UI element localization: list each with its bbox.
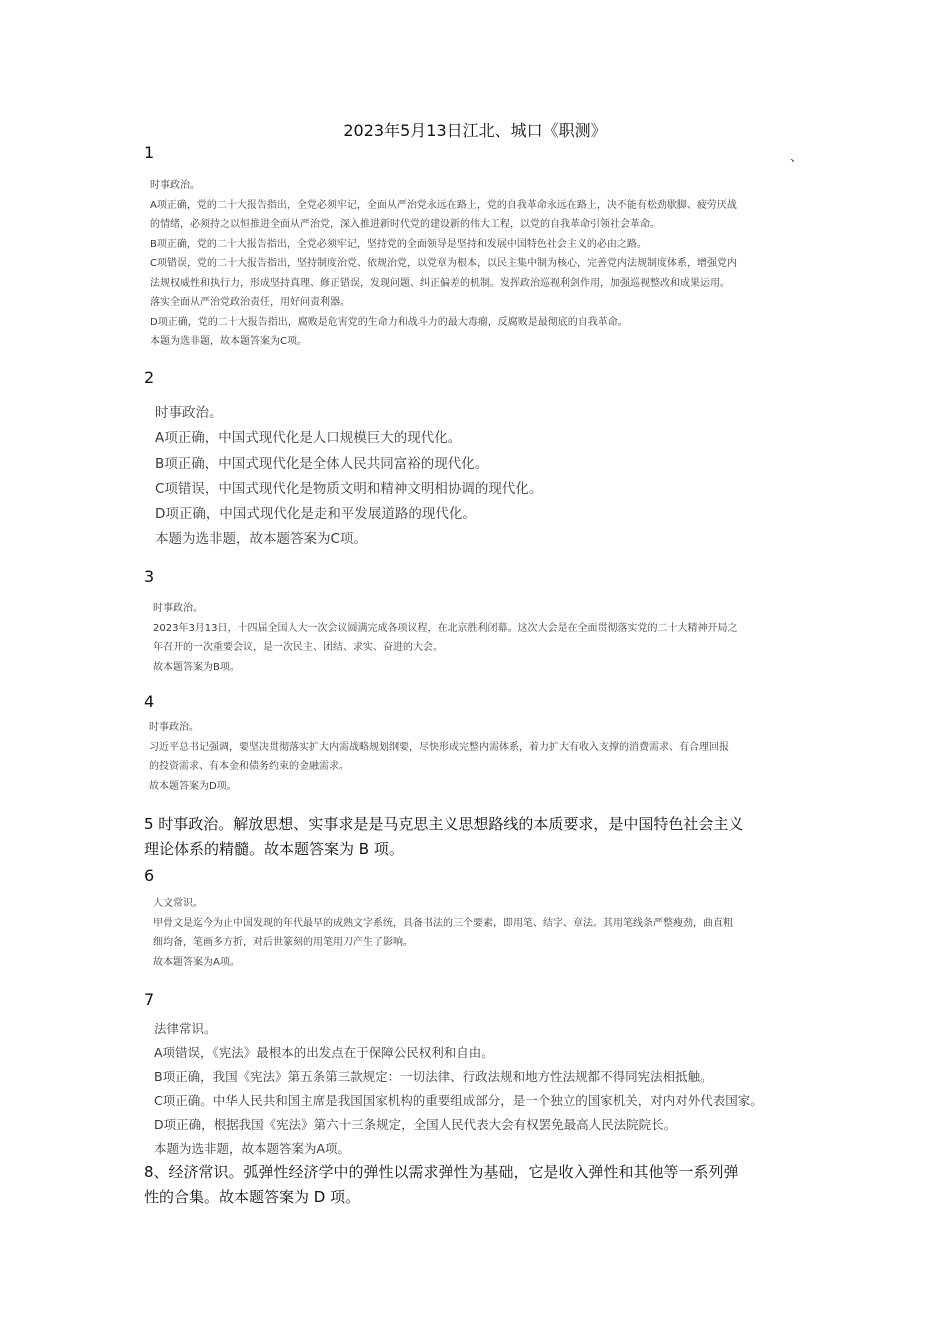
- answer-line: 本题为选非题，故本题答案为C项。: [150, 336, 307, 347]
- answer-line: 人文常识。: [153, 898, 203, 909]
- question-number-2: 2: [144, 368, 155, 387]
- answer-line: D项正确，根据我国《宪法》第六十三条规定，全国人民代表大会有权罢免最高人民法院院长。: [154, 1117, 677, 1132]
- answer-line: D项正确，中国式现代化是走和平发展道路的现代化。: [155, 506, 476, 523]
- answer-line: 故本题答案为D项。: [149, 780, 237, 792]
- answer-line: 年召开的一次重要会议，是一次民主、团结、求实、奋进的大会。: [153, 642, 443, 653]
- answer-line: 的情绪，必须持之以恒推进全面从严治党，深入推进新时代党的建设新的伟大工程，以党的自我革命引领社会革命。: [150, 219, 660, 230]
- answer-line: C项错误，中国式现代化是物质文明和精神文明相协调的现代化。: [155, 480, 543, 497]
- answer-line: A项正确，党的二十大报告指出，全党必须牢记，全面从严治党永远在路上，党的自我革命永远在路上，决不能有松劲歇脚、疲劳厌战: [150, 199, 737, 211]
- answer-line: 时事政治。: [150, 180, 200, 191]
- answer-line: 理论体系的精髓。故本题答案为 B 项。: [144, 840, 404, 858]
- answer-line: C项正确。中华人民共和国主席是我国国家机构的重要组成部分，是一个独立的国家机关，对内对外代表国家。: [154, 1093, 763, 1108]
- answer-line: 习近平总书记强调，要坚决贯彻落实扩大内需战略规划纲要，尽快形成完整内需体系，着力扩大有收入支撑的消费需求、有合理回报: [149, 741, 729, 753]
- answer-line: 法规权威性和执行力，形成坚持真理、修正错误，发现问题、纠正偏差的机制。发挥政治巡视利剑作用，加强巡视整改和成果运用。: [150, 277, 730, 289]
- answer-line: A项正确，中国式现代化是人口规模巨大的现代化。: [155, 430, 462, 447]
- answer-block-7: [154, 1017, 814, 1161]
- answer-line: 故本题答案为A项。: [153, 956, 240, 968]
- answer-line: B项正确，中国式现代化是全体人民共同富裕的现代化。: [155, 455, 489, 472]
- answer-block-6: [153, 894, 813, 972]
- answer-line: B项正确，党的二十大报告指出，全党必须牢记，坚持党的全面领导是坚持和发展中国特色社会主义的必由之路。: [150, 238, 647, 250]
- answer-line: C项错误，党的二十大报告指出，坚持制度治党、依规治党，以党章为根本，以民主集中制为核心，完善党内法规制度体系，增强党内: [150, 258, 737, 269]
- answer-line: 5 时事政治。解放思想、实事求是是马克思主义思想路线的本质要求，是中国特色社会主义: [144, 815, 744, 833]
- answer-line: 的投资需求、有本金和债务约束的金融需求。: [149, 761, 349, 772]
- page-title: 2023年5月13日江北、城口《职测》: [343, 121, 607, 140]
- stray-mark: 、: [790, 150, 804, 165]
- answer-line: 本题为选非题，故本题答案为A项。: [154, 1141, 351, 1156]
- answer-line: 时事政治。: [153, 603, 203, 614]
- question-number-6: 6: [144, 866, 155, 885]
- answer-line: A项错误，《宪法》最根本的出发点在于保障公民权利和自由。: [154, 1045, 494, 1060]
- answer-block-3: [153, 599, 813, 677]
- answer-line: 时事政治。: [155, 405, 223, 421]
- answer-block-4: [149, 718, 809, 796]
- answer-line: 2023年3月13日，十四届全国人大一次会议圆满完成各项议程，在北京胜利闭幕。这次大会是在全面贯彻落实党的二十大精神开局之: [153, 622, 738, 634]
- answer-line: B项正确，我国《宪法》第五条第三款规定：一切法律、行政法规和地方性法规都不得同宪法相抵触。: [154, 1069, 713, 1084]
- answer-line: 落实全面从严治党政治责任，用好问责利器。: [150, 297, 350, 308]
- question-number-1: 1: [144, 143, 155, 162]
- answer-block-1: [150, 176, 810, 352]
- answer-paragraph-5: [144, 812, 824, 862]
- answer-line: 法律常识。: [154, 1021, 217, 1036]
- answer-line: D项正确，党的二十大报告指出，腐败是危害党的生命力和战斗力的最大毒瘤，反腐败是最彻底的自我革命。: [150, 316, 628, 328]
- answer-line: 时事政治。: [149, 722, 199, 733]
- answer-paragraph-8: [144, 1160, 824, 1210]
- question-number-7: 7: [144, 990, 155, 1009]
- question-number-3: 3: [144, 567, 155, 586]
- answer-line: 故本题答案为B项。: [153, 661, 240, 673]
- answer-block-2: [155, 401, 815, 553]
- answer-line: 甲骨文是迄今为止中国发现的年代最早的成熟文字系统，具备书法的三个要素，即用笔、结字、章法。其用笔线条严整瘦劲，曲直粗: [153, 917, 733, 929]
- answer-line: 本题为选非题，故本题答案为C项。: [155, 531, 367, 548]
- answer-line: 细均备，笔画多方折，对后世篆刻的用笔用刀产生了影响。: [153, 937, 413, 948]
- question-number-4: 4: [144, 692, 155, 711]
- answer-line: 8、经济常识。弧弹性经济学中的弹性以需求弹性为基础，它是收入弹性和其他等一系列弹: [144, 1163, 739, 1181]
- answer-line: 性的合集。故本题答案为 D 项。: [144, 1188, 361, 1206]
